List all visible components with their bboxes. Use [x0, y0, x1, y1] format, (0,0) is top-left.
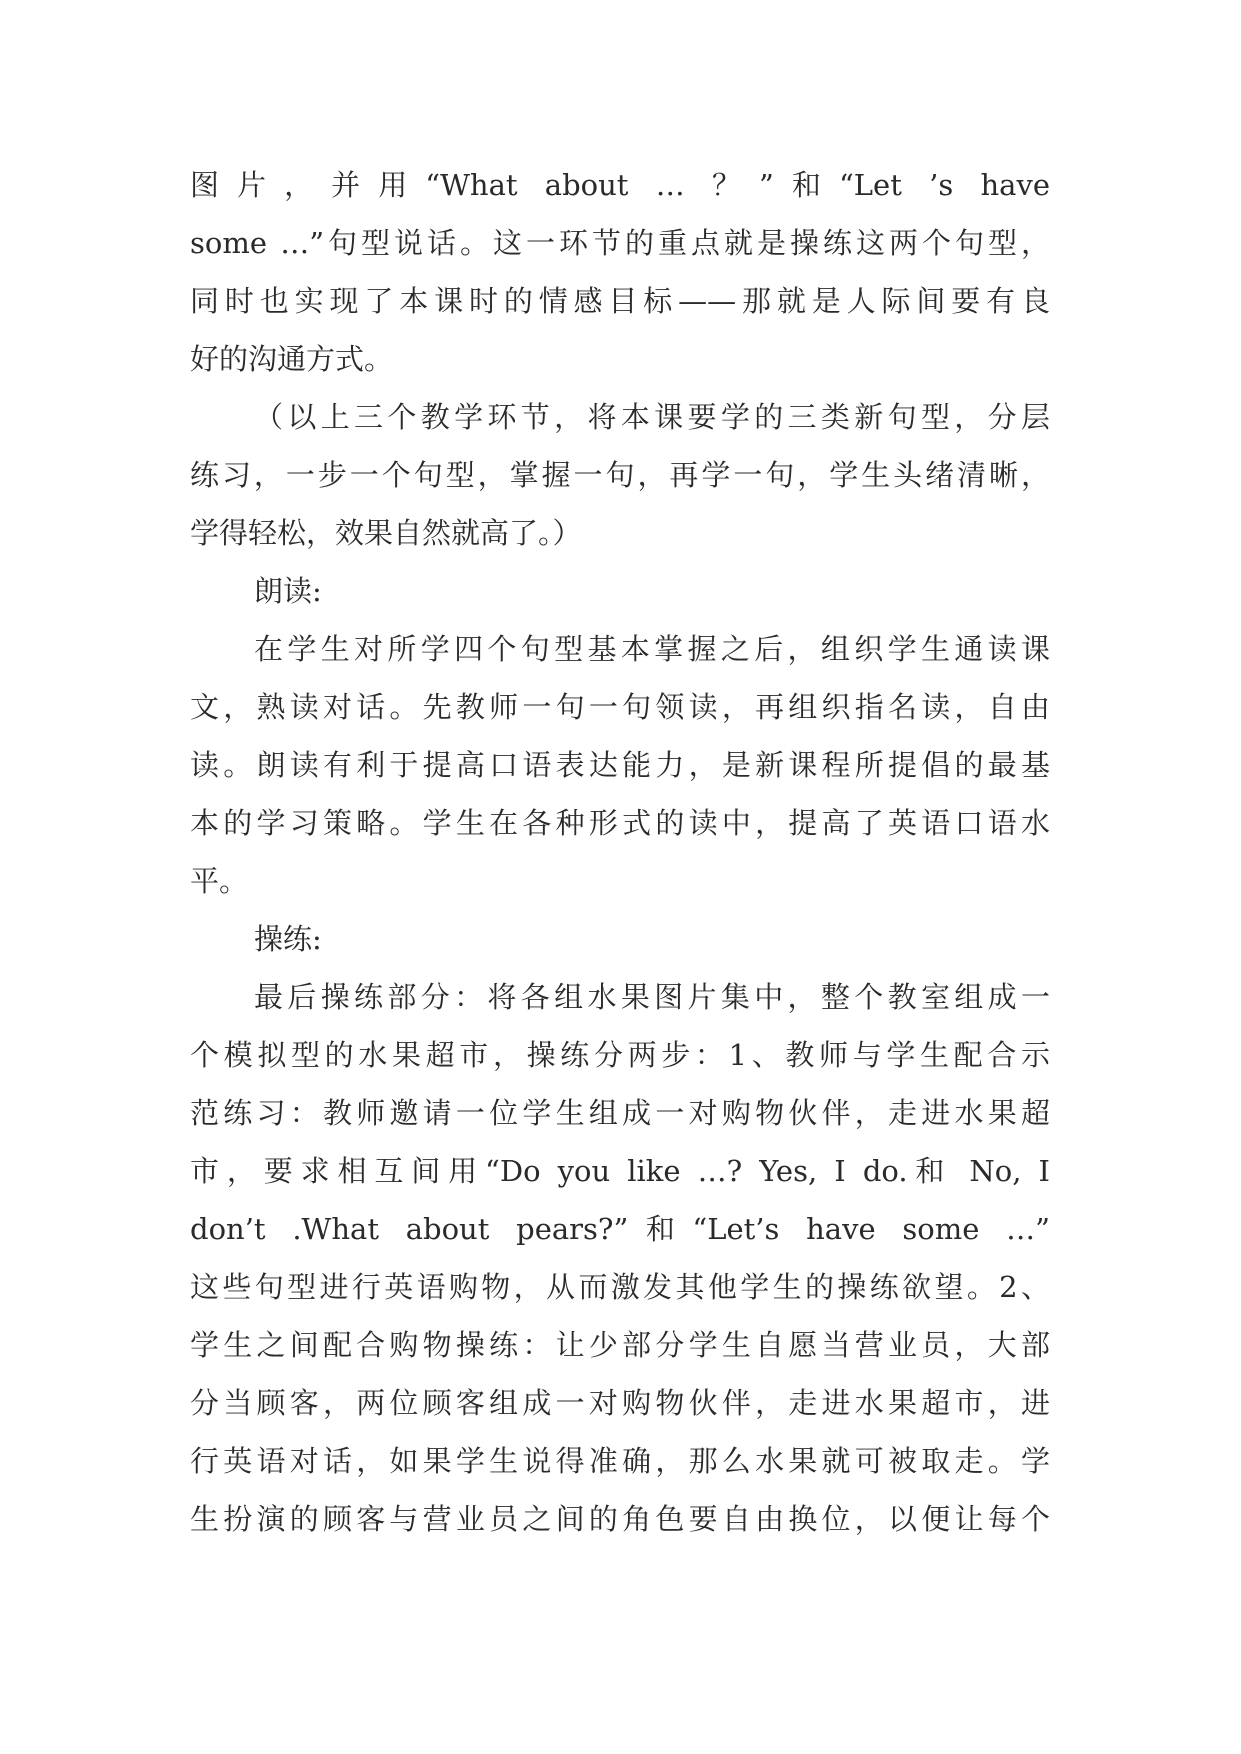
text-line: 学得轻松，效果自然就高了。）	[190, 516, 582, 550]
text-line: 在学生对所学四个句型基本掌握之后，组织学生通读课	[254, 632, 1050, 666]
text-line: 平。	[190, 864, 249, 898]
text-line: 个模拟型的水果超市，操练分两步：1、教师与学生配合示	[190, 1038, 1050, 1072]
text-line: 文，熟读对话。先教师一句一句领读，再组织指名读，自由	[190, 690, 1050, 724]
text-line: 好的沟通方式。	[190, 342, 394, 376]
text-line: 生扮演的顾客与营业员之间的角色要自由换位，以便让每个	[190, 1502, 1050, 1536]
text-line: 本的学习策略。学生在各种形式的读中，提高了英语口语水	[190, 806, 1050, 840]
text-line: 这些句型进行英语购物，从而激发其他学生的操练欲望。2、	[190, 1270, 1050, 1304]
text-line: 练习，一步一个句型，掌握一句，再学一句，学生头绪清晰，	[190, 458, 1050, 492]
text-line: some …”句型说话。这一环节的重点就是操练这两个句型，	[190, 226, 1050, 260]
text-line: don’t .What about pears?”和“Let’s have some …”	[190, 1212, 1050, 1246]
text-line: 分当顾客，两位顾客组成一对购物伙伴，走进水果超市，进	[190, 1386, 1050, 1420]
text-line: 读。朗读有利于提高口语表达能力，是新课程所提倡的最基	[190, 748, 1050, 782]
text-line: 同时也实现了本课时的情感目标——那就是人际间要有良	[190, 284, 1050, 318]
document-body	[190, 156, 1050, 1548]
text-line: 行英语对话，如果学生说得准确，那么水果就可被取走。学	[190, 1444, 1050, 1478]
text-line: 图片，并用“What about … ？”和“Let ’s have	[190, 168, 1050, 202]
section-heading-reading: 朗读:	[254, 574, 322, 608]
text-line: （以上三个教学环节，将本课要学的三类新句型，分层	[254, 400, 1050, 434]
section-heading-practice: 操练:	[254, 922, 322, 956]
text-line: 市，要求相互间用“Do you like …? Yes, I do.和 No, I	[190, 1154, 1050, 1188]
text-line: 学生之间配合购物操练：让少部分学生自愿当营业员，大部	[190, 1328, 1050, 1362]
text-line: 最后操练部分：将各组水果图片集中，整个教室组成一	[254, 980, 1050, 1014]
text-line: 范练习：教师邀请一位学生组成一对购物伙伴，走进水果超	[190, 1096, 1050, 1130]
